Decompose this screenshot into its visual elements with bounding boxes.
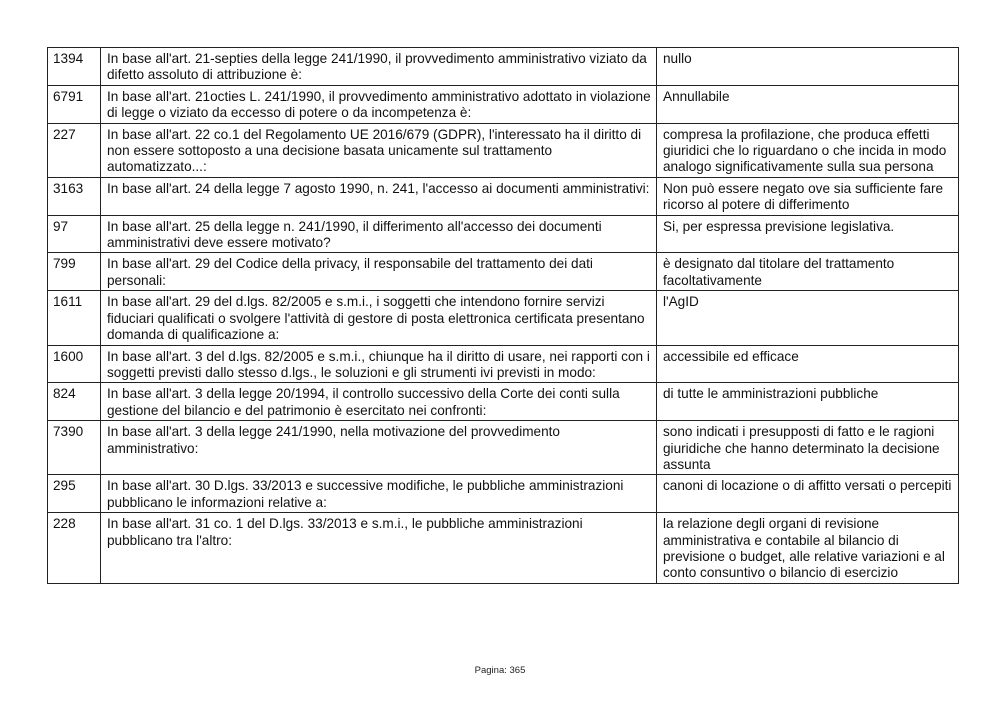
page-number: Pagina: 365 bbox=[474, 665, 526, 676]
question-number: 824 bbox=[48, 383, 101, 421]
answer-text: di tutte le amministrazioni pubbliche bbox=[657, 383, 959, 421]
question-number: 97 bbox=[48, 215, 101, 253]
question-text: In base all'art. 3 della legge 20/1994, il controllo successivo della Corte dei conti sulla gestione del bilancio e del patrimonio è esercitato nei confronti: bbox=[101, 383, 657, 421]
answer-text: nullo bbox=[657, 48, 959, 86]
question-number: 799 bbox=[48, 253, 101, 291]
answer-text: la relazione degli organi di revisione amministrativa e contabile al bilancio di previsione o budget, alle relative variazioni e al conto consuntivo o bilancio di esercizio bbox=[657, 513, 959, 584]
question-number: 228 bbox=[48, 513, 101, 584]
table-row bbox=[48, 291, 959, 345]
question-text: In base all'art. 3 del d.lgs. 82/2005 e s.m.i., chiunque ha il diritto di usare, nei rapporti con i soggetti previsti dallo stesso d.lgs., le soluzioni e gli strumenti ivi previsti in modo: bbox=[101, 345, 657, 383]
answer-text: compresa la profilazione, che produca effetti giuridici che lo riguardano o che incida in modo analogo significativamente sulla sua persona bbox=[657, 123, 959, 177]
table-row bbox=[48, 48, 959, 86]
answer-text: Si, per espressa previsione legislativa. bbox=[657, 215, 959, 253]
table-row bbox=[48, 513, 959, 584]
question-text: In base all'art. 30 D.lgs. 33/2013 e successive modifiche, le pubbliche amministrazioni pubblicano le informazioni relative a: bbox=[101, 475, 657, 513]
question-text: In base all'art. 21octies L. 241/1990, il provvedimento amministrativo adottato in violazione di legge o viziato da eccesso di potere o da incompetenza è: bbox=[101, 85, 657, 123]
question-text: In base all'art. 24 della legge 7 agosto 1990, n. 241, l'accesso ai documenti amministrativi: bbox=[101, 177, 657, 215]
question-text: In base all'art. 31 co. 1 del D.lgs. 33/2013 e s.m.i., le pubbliche amministrazioni pubblicano tra l'altro: bbox=[101, 513, 657, 584]
table-row bbox=[48, 123, 959, 177]
question-number: 1611 bbox=[48, 291, 101, 345]
question-number: 1394 bbox=[48, 48, 101, 86]
question-number: 3163 bbox=[48, 177, 101, 215]
questions-table-body bbox=[48, 48, 959, 584]
table-row bbox=[48, 475, 959, 513]
answer-text: sono indicati i presupposti di fatto e le ragioni giuridiche che hanno determinato la decisione assunta bbox=[657, 421, 959, 475]
question-number: 7390 bbox=[48, 421, 101, 475]
answer-text: Non può essere negato ove sia sufficiente fare ricorso al potere di differimento bbox=[657, 177, 959, 215]
table-row bbox=[48, 421, 959, 475]
answer-text: accessibile ed efficace bbox=[657, 345, 959, 383]
table-row bbox=[48, 383, 959, 421]
answer-text: Annullabile bbox=[657, 85, 959, 123]
answer-text: è designato dal titolare del trattamento facoltativamente bbox=[657, 253, 959, 291]
questions-table bbox=[47, 47, 959, 584]
table-row bbox=[48, 215, 959, 253]
question-number: 6791 bbox=[48, 85, 101, 123]
question-number: 1600 bbox=[48, 345, 101, 383]
table-row bbox=[48, 345, 959, 383]
question-text: In base all'art. 25 della legge n. 241/1990, il differimento all'accesso dei documenti amministrativi deve essere motivato? bbox=[101, 215, 657, 253]
table-row bbox=[48, 177, 959, 215]
question-text: In base all'art. 29 del Codice della privacy, il responsabile del trattamento dei dati personali: bbox=[101, 253, 657, 291]
question-text: In base all'art. 3 della legge 241/1990, nella motivazione del provvedimento amministrativo: bbox=[101, 421, 657, 475]
table-row bbox=[48, 253, 959, 291]
table-row bbox=[48, 85, 959, 123]
question-text: In base all'art. 29 del d.lgs. 82/2005 e s.m.i., i soggetti che intendono fornire servizi fiduciari qualificati o svolgere l'attività di gestore di posta elettronica certificata presentano domanda di qualificazione a: bbox=[101, 291, 657, 345]
question-text: In base all'art. 21-septies della legge 241/1990, il provvedimento amministrativo viziato da difetto assoluto di attribuzione è: bbox=[101, 48, 657, 86]
question-number: 295 bbox=[48, 475, 101, 513]
answer-text: canoni di locazione o di affitto versati o percepiti bbox=[657, 475, 959, 513]
question-number: 227 bbox=[48, 123, 101, 177]
question-text: In base all'art. 22 co.1 del Regolamento UE 2016/679 (GDPR), l'interessato ha il diritto di non essere sottoposto a una decisione basata unicamente sul trattamento automatizzato...: bbox=[101, 123, 657, 177]
answer-text: l'AgID bbox=[657, 291, 959, 345]
